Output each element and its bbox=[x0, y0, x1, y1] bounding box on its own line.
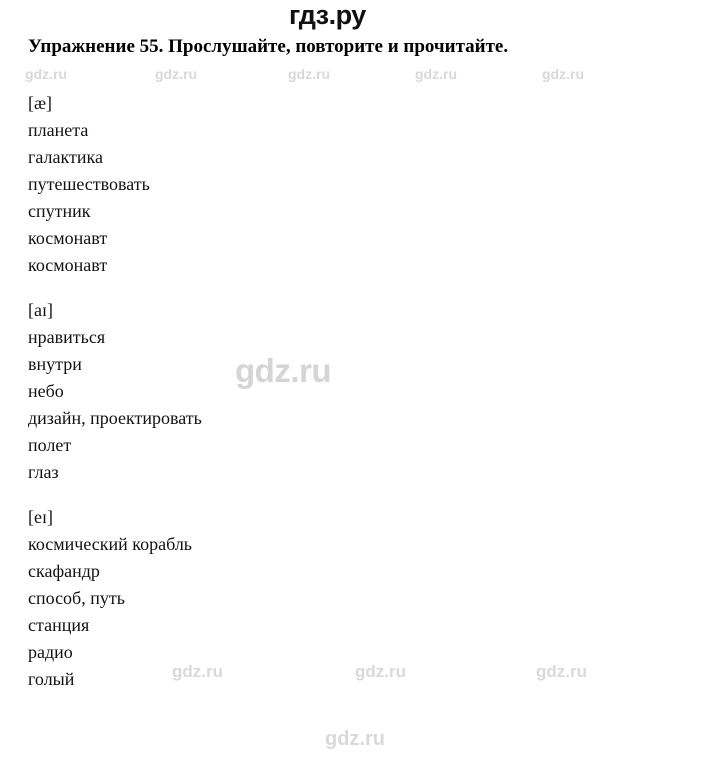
word-item: голый bbox=[28, 669, 75, 689]
word-item: галактика bbox=[28, 147, 103, 167]
watermark-footer: gdz.ru bbox=[325, 728, 385, 750]
watermark: gdz.ru bbox=[542, 66, 584, 82]
word-item: дизайн, проектировать bbox=[28, 408, 202, 428]
word-item: космический корабль bbox=[28, 534, 193, 554]
watermark: gdz.ru bbox=[355, 662, 406, 681]
word-item: полет bbox=[28, 435, 72, 455]
word-item: скафандр bbox=[28, 561, 100, 581]
word-item: спутник bbox=[28, 201, 91, 221]
watermark: gdz.ru bbox=[25, 66, 67, 82]
sound-group bbox=[28, 504, 428, 693]
word-item: космонавт bbox=[28, 255, 108, 275]
watermark: gdz.ru bbox=[288, 66, 330, 82]
word-item: путешествовать bbox=[28, 174, 150, 194]
phonetic-symbol: [eɪ] bbox=[28, 507, 53, 527]
word-item: планета bbox=[28, 120, 89, 140]
word-item: космонавт bbox=[28, 228, 108, 248]
phonetic-symbol: [æ] bbox=[28, 93, 52, 113]
site-logo: гдз.ру bbox=[289, 0, 366, 30]
watermark-center: gdz.ru bbox=[235, 352, 331, 389]
exercise-content bbox=[28, 90, 428, 711]
watermark: gdz.ru bbox=[536, 662, 587, 681]
phonetic-symbol: [aɪ] bbox=[28, 300, 53, 320]
word-item: небо bbox=[28, 381, 64, 401]
word-item: глаз bbox=[28, 462, 59, 482]
word-item: способ, путь bbox=[28, 588, 125, 608]
page-title: Упражнение 55. Прослушайте, повторите и прочитайте. bbox=[28, 36, 509, 57]
sound-group bbox=[28, 297, 428, 486]
word-item: станция bbox=[28, 615, 90, 635]
word-item: внутри bbox=[28, 354, 82, 374]
watermark: gdz.ru bbox=[415, 66, 457, 82]
watermark: gdz.ru bbox=[172, 662, 223, 681]
watermark: gdz.ru bbox=[155, 66, 197, 82]
sound-group bbox=[28, 90, 428, 279]
word-item: радио bbox=[28, 642, 73, 662]
word-item: нравиться bbox=[28, 327, 106, 347]
